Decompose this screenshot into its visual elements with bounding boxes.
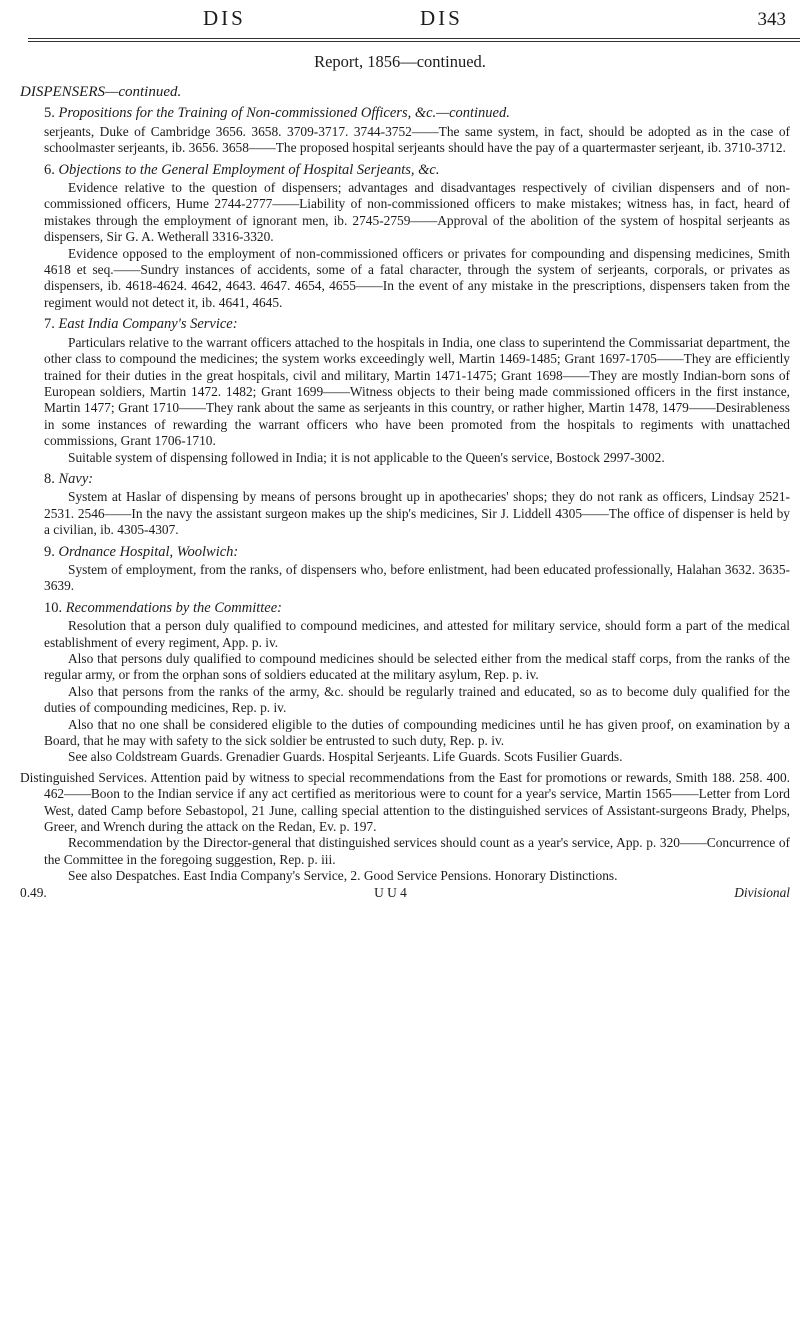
subsection-heading <box>20 162 790 178</box>
subsection-paragraph: System of employment, from the ranks, of dispensers who, before enlistment, had been educated professionally, Halahan 3632. 3635-3639. <box>44 561 790 594</box>
subsection-paragraph: Also that persons duly qualified to compound medicines should be selected either from the medical staff corps, from the ranks of the regular army, or from the orphan sons of soldiers educated at the military asylum, Rep. p. iv. <box>44 651 790 683</box>
footer-catchword: Divisional <box>734 884 790 900</box>
subsection-number: 9. <box>44 543 55 560</box>
entry-distinguished-services: Distinguished Services. Attention paid by witness to special recommendations from the East for promotions or rewards, Smith 188. 258. 400. 462——Boon to the Indian service if any act certified as meritorious were to count for a year's service, Martin 1565——Letter from Lord West, dated Camp before Sebastopol, 21 June, calling special attention to the distinguished services of Assistant-surgeons Brady, Phelps, Greer, and Wrench during the attack on the Redan, Ev. p. 197. <box>20 769 790 835</box>
subsection-heading <box>20 544 790 560</box>
item-list <box>20 105 790 765</box>
footer-signature-center: U U 4 <box>374 884 407 900</box>
subsection-title: East India Company's Service: <box>58 316 238 333</box>
subsection-paragraph: serjeants, Duke of Cambridge 3656. 3658. 3709-3717. 3744-3752——The same system, in fact, should be adopted as in the case of schoolmaster serjeants, ib. 3656. 3658——The proposed hospital serjeants should have the pay of a quartermaster serjeant, ib. 3710-3712. <box>44 123 790 156</box>
running-head-left: DIS <box>203 6 246 30</box>
subsection-paragraph: Also that no one shall be considered eligible to the duties of compounding medicines until he has given proof, on examination by a Board, that he may with safety to the sick soldier be entrusted to such duty, Rep. p. iv. <box>44 716 790 749</box>
subsection-number: 8. <box>44 470 55 487</box>
subsection-number: 6. <box>44 161 55 178</box>
subsection-paragraph: System at Haslar of dispensing by means of persons brought up in apothecaries' shops; they do not rank as officers, Lindsay 2521-2531. 2546——In the navy the assistant surgeon makes up the ship's medicines, Sir J. Liddell 4305——The office of dispenser is held by a civilian, ib. 4305-4307. <box>44 489 790 538</box>
subsection-paragraph: Evidence relative to the question of dispensers; advantages and disadvantages respectively of civilian dispensers and of non-commissioned officers, Hume 2744-2777——Liability of non-commissioned officers to make mistakes; witness has, in fact, heard of mistakes through the employment of ignorant men, ib. 2745-2759——Approval of the abolition of the system of hospital serjeants as dispensers, Sir G. A. Wetherall 3316-3320. <box>44 180 790 245</box>
subsection-number: 10. <box>44 599 63 616</box>
running-head-right: DIS <box>420 6 463 30</box>
page-footer <box>20 885 790 901</box>
section-heading: DISPENSERS—continued. <box>20 84 182 100</box>
subsection-number: 7. <box>44 316 55 333</box>
subsection-title: Propositions for the Training of Non-commissioned Officers, &c.—continued. <box>58 105 510 122</box>
subsection-title: Navy: <box>58 470 94 487</box>
subsection-paragraph: Particulars relative to the warrant officers attached to the hospitals in India, one class to superintend the Commissariat department, the other class to compound the medicines; the system works exceedingly well, Martin 1469-1485; Grant 1697-1705——They are efficiently trained for their duties in the great hospitals, civil and military, Martin 1471-1475; Grant 1698——They are mostly Indian-born sons of European soldiers, Martin 1472. 1482; Grant 1699——Witness objects to their being made commissioned officers in the first instance, Martin 1477; Grant 1710——They rank about the same as serjeants in this country, or rather higher, Martin 1478, 1479——Desirableness in some instances of rewarding the warrant officers who have been promoted from the hospitals to regiments with unattached commissions, Grant 1706-1710. <box>44 334 790 449</box>
subsection-heading <box>20 600 790 616</box>
subsection-heading <box>20 105 790 121</box>
see-also-distinguished: See also Despatches. East India Company's Service, 2. Good Service Pensions. Honorary Distinctions. <box>68 868 618 884</box>
subsection-paragraph: Suitable system of dispensing followed in India; it is not applicable to the Queen's service, Bostock 2997-3002. <box>68 449 665 465</box>
subsection-number: 5. <box>44 105 55 122</box>
header-rules <box>28 38 800 44</box>
subsection-heading <box>20 471 790 487</box>
page-number: 343 <box>757 9 786 30</box>
index-body <box>20 84 790 901</box>
subsection-paragraph: Also that persons from the ranks of the army, &c. should be regularly trained and educated, so as to become duly qualified for the duties of compounding medicines, Rep. p. iv. <box>44 683 790 716</box>
distinguished-paragraph: Recommendation by the Director-general that distinguished services should count as a year's service, App. p. 320——Concurrence of the Committee in the foregoing suggestion, Rep. p. iii. <box>44 835 790 867</box>
subsection-title: Ordnance Hospital, Woolwich: <box>58 543 239 560</box>
subsection-heading <box>20 316 790 332</box>
subsection-title: Objections to the General Employment of Hospital Serjeants, &c. <box>58 161 440 178</box>
subsection-paragraph: Evidence opposed to the employment of non-commissioned officers or privates for compounding and dispensing medicines, Smith 4618 et seq.——Sundry instances of accidents, some of a fatal character, through the system of serjeants, corporals, or privates as dispensers, ib. 4618-4624. 4642, 4643. 4647. 4654, 4655——In the event of any mistake in the prescriptions, dispensers taken from the regiment would not detect it, ib. 4641, 4645. <box>44 245 790 310</box>
report-subheading: Report, 1856—continued. <box>314 52 486 71</box>
footer-signature-left: 0.49. <box>20 884 47 900</box>
subsection-paragraph: See also Coldstream Guards. Grenadier Guards. Hospital Serjeants. Life Guards. Scots Fusilier Guards. <box>68 749 623 765</box>
running-head <box>0 4 800 40</box>
subsection-title: Recommendations by the Committee: <box>65 599 282 616</box>
subsection-paragraph: Resolution that a person duly qualified to compound medicines, and attested for military service, should form a part of the medical establishment of every regiment, App. p. iv. <box>44 618 790 650</box>
